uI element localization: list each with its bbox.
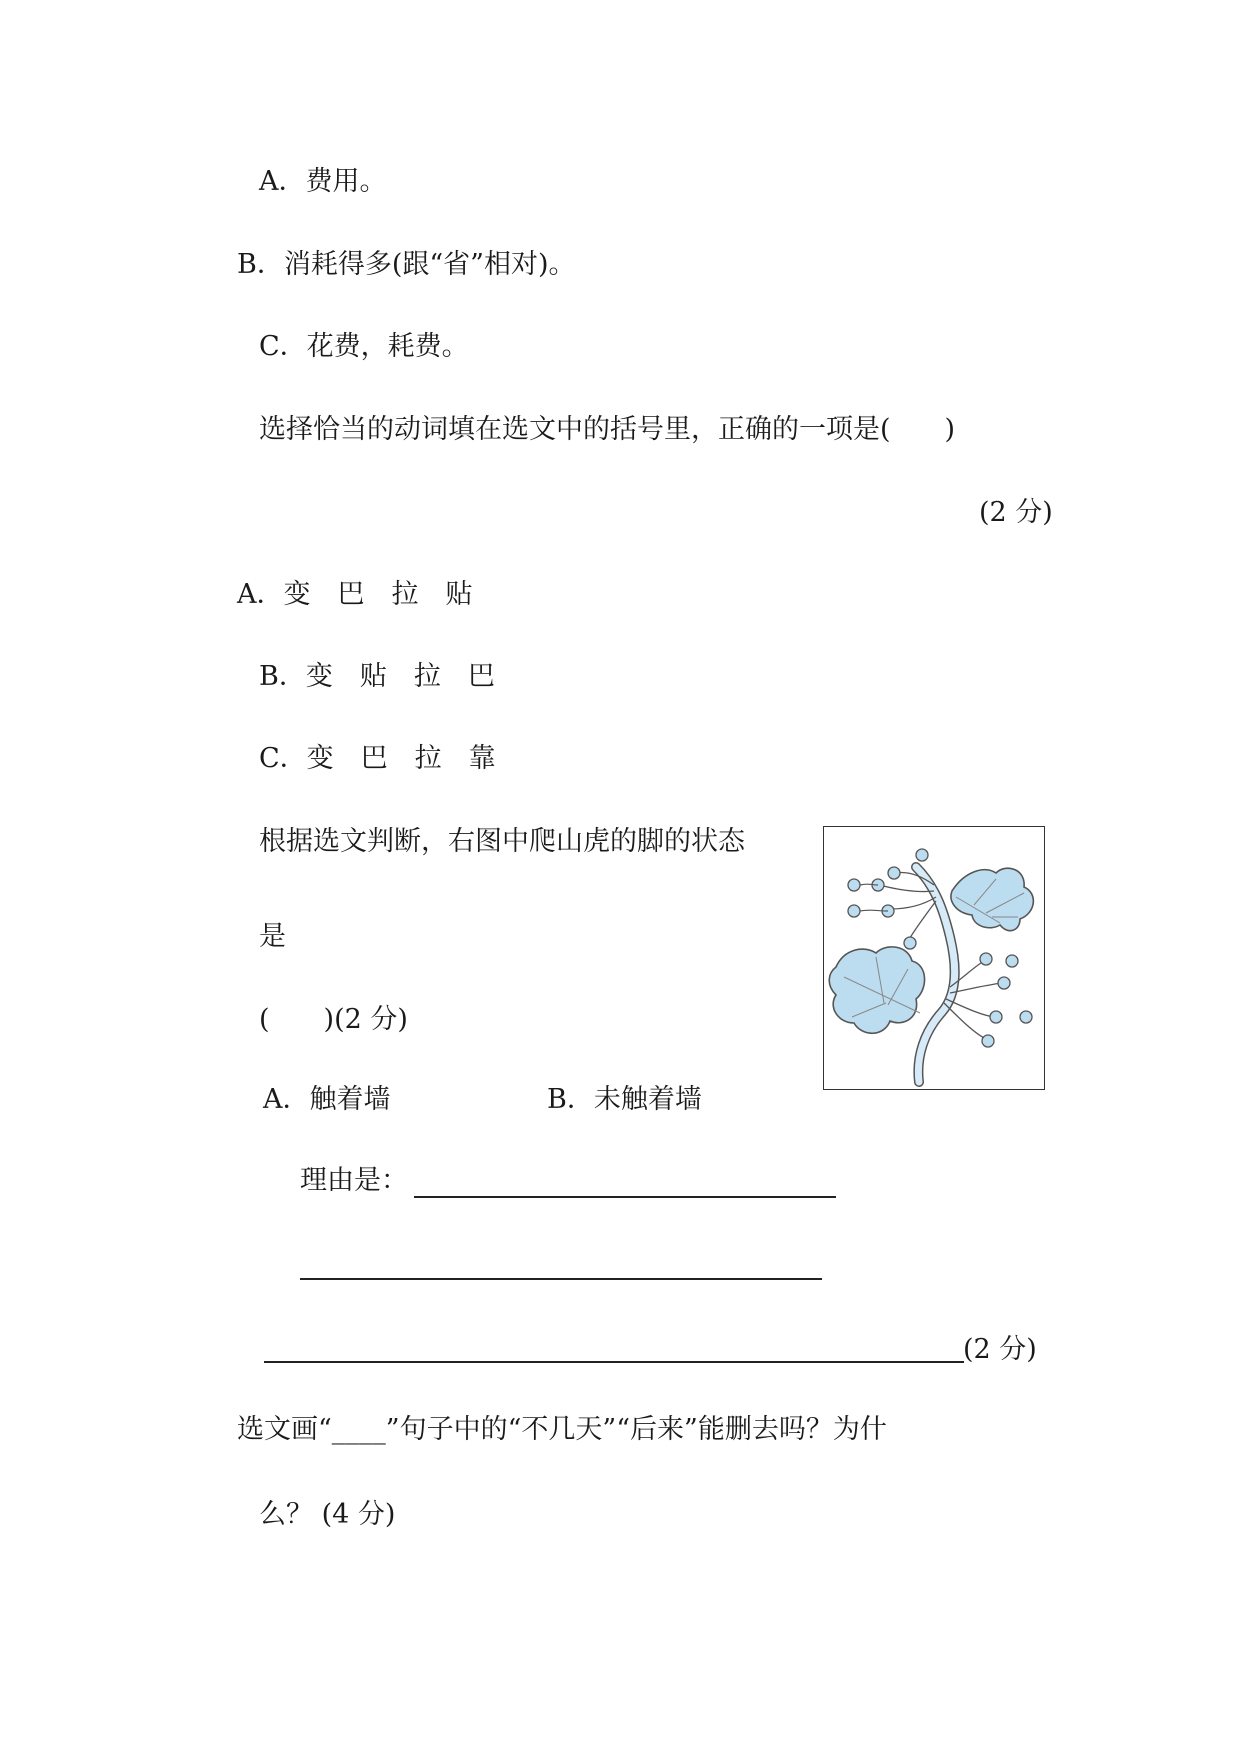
figure-question-blank-score: ( )(2 分) bbox=[259, 1004, 408, 1035]
figure-option-a: A．触着墙 bbox=[263, 1084, 391, 1115]
delete-question-prompt-cont: 么？ (4 分) bbox=[259, 1499, 396, 1530]
ivy-vine-icon bbox=[824, 827, 1044, 1089]
answer-line-3[interactable] bbox=[264, 1361, 964, 1363]
figure-question-prompt: 根据选文判断，右图中爬山虎的脚的状态 bbox=[259, 826, 745, 857]
verb-question-score: (2 分) bbox=[979, 497, 1053, 528]
verb-question-prompt: 选择恰当的动词填在选文中的括号里，正确的一项是( ) bbox=[259, 414, 956, 445]
figure-reason-score: (2 分) bbox=[963, 1334, 1037, 1365]
answer-line-1[interactable] bbox=[414, 1196, 836, 1198]
verb-option-b: B．变 贴 拉 巴 bbox=[259, 661, 495, 692]
verb-option-c: C．变 巴 拉 靠 bbox=[259, 743, 496, 774]
ivy-illustration bbox=[823, 826, 1045, 1090]
reason-label: 理由是： bbox=[300, 1165, 408, 1196]
option-a-fee: A．费用。 bbox=[259, 166, 387, 197]
answer-line-2[interactable] bbox=[300, 1278, 822, 1280]
figure-question-prompt-cont: 是 bbox=[259, 921, 286, 952]
option-b-consume-more: B．消耗得多(跟“省”相对)。 bbox=[237, 249, 576, 280]
verb-option-a: A．变 巴 拉 贴 bbox=[237, 579, 473, 610]
option-c-spend: C．花费，耗费。 bbox=[259, 331, 469, 362]
delete-question-prompt: 选文画“____”句子中的“不几天”“后来”能删去吗？为什 bbox=[237, 1414, 887, 1445]
figure-option-b: B．未触着墙 bbox=[547, 1084, 702, 1115]
